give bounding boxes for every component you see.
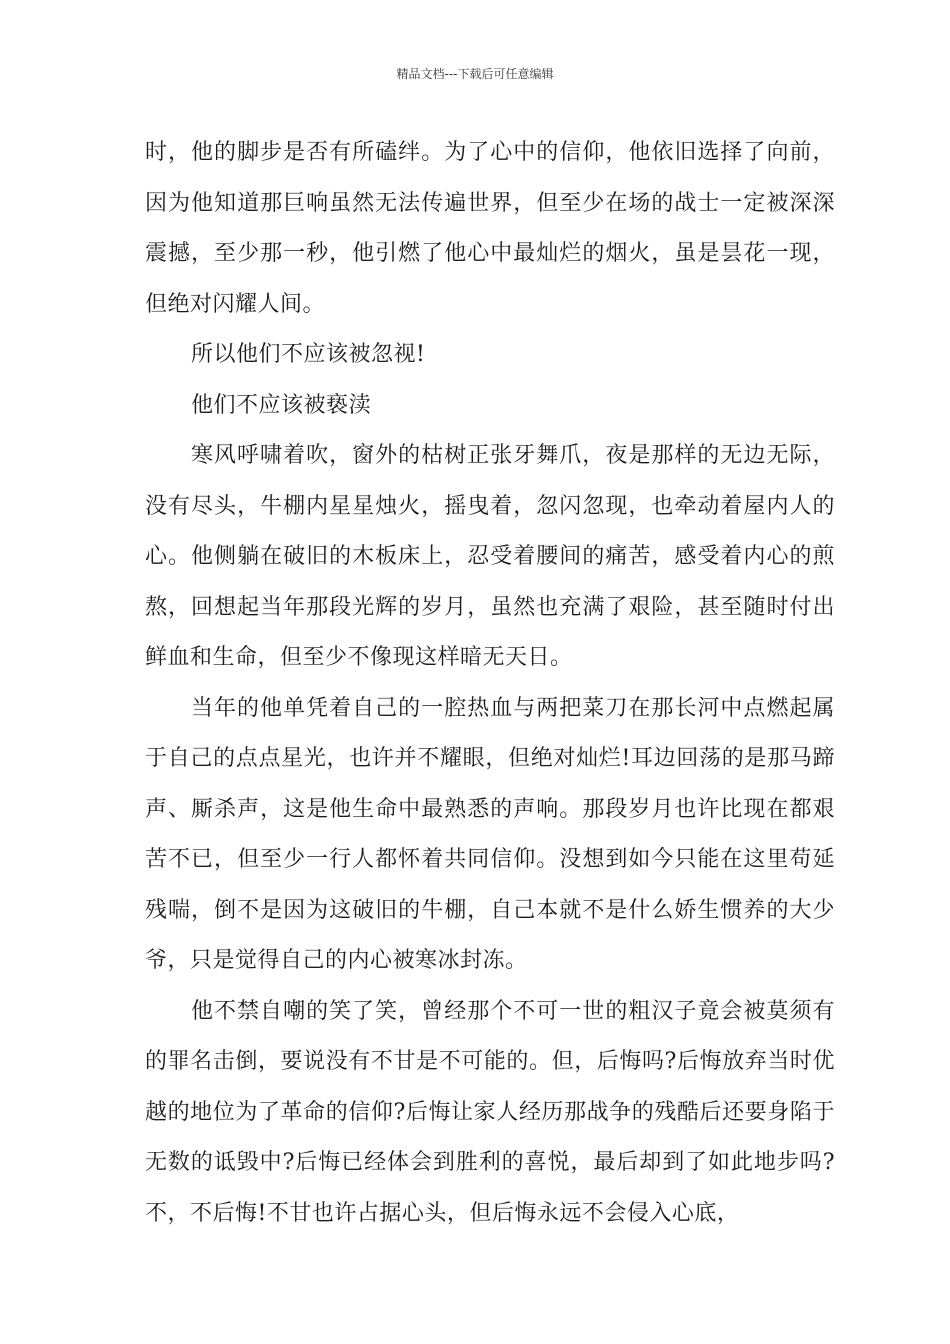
- paragraph: 他不禁自嘲的笑了笑，曾经那个不可一世的粗汉子竟会被莫须有的罪名击倒，要说没有不甘是不可能的。但，后悔吗?后悔放弃当时优越的地位为了革命的信仰?后悔让家人经历那战争的残酷后还要身陷于无数的诋毁中?后悔已经体会到胜利的喜悦，最后却到了如此地步吗?不，不后悔!不甘也许占据心头，但后悔永远不会侵入心底，: [145, 998, 835, 1226]
- page-header: 精品文档---下载后可任意编辑: [396, 67, 554, 81]
- paragraph: 时，他的脚步是否有所磕绊。为了心中的信仰，他依旧选择了向前，因为他知道那巨响虽然无法传遍世界，但至少在场的战士一定被深深震撼，至少那一秒，他引燃了他心中最灿烂的烟火，虽是昙花一现，但绝对闪耀人间。: [145, 140, 835, 317]
- paragraph: 所以他们不应该被忽视!: [191, 342, 426, 367]
- paragraph: 当年的他单凭着自己的一腔热血与两把菜刀在那长河中点燃起属于自己的点点星光，也许并不耀眼，但绝对灿烂!耳边回荡的是那马蹄声、厮杀声，这是他生命中最熟悉的声响。那段岁月也许比现在都艰苦不已，但至少一行人都怀着共同信仰。没想到如今只能在这里苟延残喘，倒不是因为这破旧的牛棚，自己本就不是什么娇生惯养的大少爷，只是觉得自己的内心被寒冰封冻。: [145, 695, 835, 973]
- document-body: [145, 128, 835, 1239]
- paragraph: 他们不应该被亵渎: [191, 392, 372, 418]
- paragraph: 寒风呼啸着吹，窗外的枯树正张牙舞爪，夜是那样的无边无际，没有尽头，牛棚内星星烛火，摇曳着，忽闪忽现，也牵动着屋内人的心。他侧躺在破旧的木板床上，忍受着腰间的痛苦，感受着内心的煎熬，回想起当年那段光辉的岁月，虽然也充满了艰险，甚至随时付出鲜血和生命，但至少不像现这样暗无天日。: [145, 443, 835, 670]
